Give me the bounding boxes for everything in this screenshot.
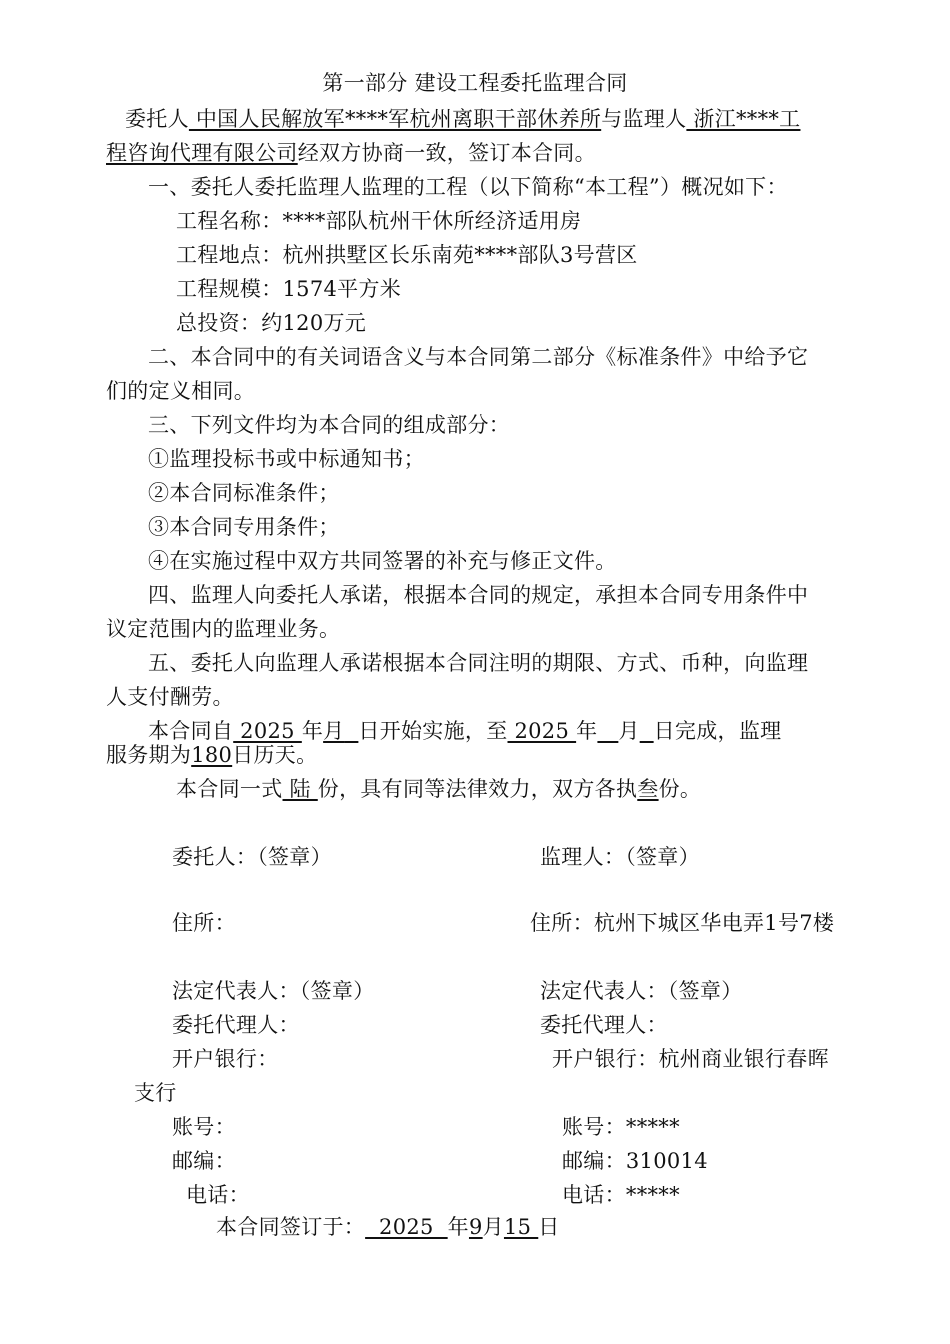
intro-text-b: 与监理人	[601, 107, 687, 131]
intro-line-2	[106, 138, 596, 168]
supervisor-signature: 监理人：（签章）	[540, 845, 700, 869]
copies-text: 本合同一式	[176, 777, 283, 801]
supervisor-agent: 委托代理人：	[540, 1013, 668, 1037]
section-2-line-1: 二、本合同中的有关词语含义与本合同第二部分《标准条件》中给予它	[148, 345, 809, 369]
section-4-line-1: 四、监理人向委托人承诺，根据本合同的规定，承担本合同专用条件中	[148, 583, 809, 607]
start-day-blank	[344, 719, 358, 743]
supervisor-address: 住所：杭州下城区华电弄1号7楼	[530, 911, 835, 935]
period-text: 日开始实施，至	[358, 719, 508, 743]
document-item: ②本合同标准条件；	[148, 481, 340, 505]
signing-text: 日	[538, 1215, 560, 1239]
signing-text: 年	[447, 1215, 469, 1239]
signing-year: 2025	[365, 1215, 448, 1239]
project-location: 工程地点：杭州拱墅区长乐南苑****部队3号营区	[176, 243, 638, 267]
client-signature: 委托人：（签章）	[172, 845, 332, 869]
document-item: ①监理投标书或中标通知书；	[148, 447, 425, 471]
signing-day: 15	[503, 1215, 539, 1239]
section-5-line-1: 五、委托人向监理人承诺根据本合同注明的期限、方式、币种，向监理	[148, 651, 809, 675]
document-title: 第一部分 建设工程委托监理合同	[322, 71, 628, 95]
client-bank: 开户银行：	[172, 1047, 279, 1071]
end-year: 2025	[507, 719, 577, 743]
client-address: 住所：	[172, 911, 236, 935]
period-text: 日历天。	[232, 743, 318, 767]
supervisor-account: 账号：*****	[562, 1115, 680, 1139]
client-account: 账号：	[172, 1115, 236, 1139]
project-scale: 工程规模：1574平方米	[176, 277, 402, 301]
signing-text: 本合同签订于：	[216, 1215, 366, 1239]
end-month-blank	[597, 719, 618, 743]
signing-text: 月	[482, 1215, 504, 1239]
copies-text: 份，具有同等法律效力，双方各执	[317, 777, 638, 801]
client-agent: 委托代理人：	[172, 1013, 300, 1037]
section-4-line-2: 议定范围内的监理业务。	[106, 617, 341, 641]
copies-line	[176, 774, 701, 804]
intro-text-c: 经双方协商一致，签订本合同。	[297, 141, 596, 165]
section-3-heading: 三、下列文件均为本合同的组成部分：	[148, 413, 511, 437]
intro-text-a: 委托人	[125, 107, 189, 131]
signing-month: 9	[468, 1215, 483, 1239]
supervisor-name-part2: 程咨询代理有限公司	[106, 141, 298, 165]
start-month: 月	[323, 719, 345, 743]
supervisor-name-part1: 浙江****工	[686, 107, 801, 131]
client-postcode: 邮编：	[172, 1149, 236, 1173]
period-line-2	[106, 740, 317, 770]
supervisor-phone: 电话：*****	[562, 1183, 680, 1207]
period-text: 月	[618, 719, 640, 743]
supervisor-bank-continued: 支行	[134, 1081, 177, 1105]
period-text: 本合同自	[148, 719, 234, 743]
project-name: 工程名称：****部队杭州干休所经济适用房	[176, 209, 582, 233]
period-text: 服务期为	[106, 743, 192, 767]
copies-each: 叁	[637, 777, 659, 801]
document-item: ④在实施过程中双方共同签署的补充与修正文件。	[148, 549, 617, 573]
section-5-line-2: 人支付酬劳。	[106, 685, 234, 709]
intro-line-1	[125, 104, 800, 134]
section-2-line-2: 们的定义相同。	[106, 379, 256, 403]
signing-date	[216, 1212, 560, 1242]
end-day-blank	[640, 719, 654, 743]
period-text: 年	[301, 719, 324, 743]
supervisor-bank: 开户银行：杭州商业银行春晖	[552, 1047, 829, 1071]
copies-text: 份。	[658, 777, 702, 801]
copies-total: 陆	[282, 777, 318, 801]
supervisor-postcode: 邮编：310014	[562, 1149, 708, 1173]
period-text: 年	[576, 719, 598, 743]
section-1-heading: 一、委托人委托监理人监理的工程（以下简称“本工程”）概况如下：	[148, 175, 788, 199]
period-text: 日完成，监理	[653, 719, 782, 743]
client-legal-rep: 法定代表人：（签章）	[172, 979, 375, 1003]
supervisor-legal-rep: 法定代表人：（签章）	[540, 979, 743, 1003]
project-investment: 总投资：约120万元	[176, 311, 367, 335]
service-days: 180	[191, 743, 233, 767]
start-year: 2025	[233, 719, 302, 743]
client-name: 中国人民解放军****军杭州离职干部休养所	[188, 107, 602, 131]
document-item: ③本合同专用条件；	[148, 515, 340, 539]
client-phone: 电话：	[186, 1183, 250, 1207]
